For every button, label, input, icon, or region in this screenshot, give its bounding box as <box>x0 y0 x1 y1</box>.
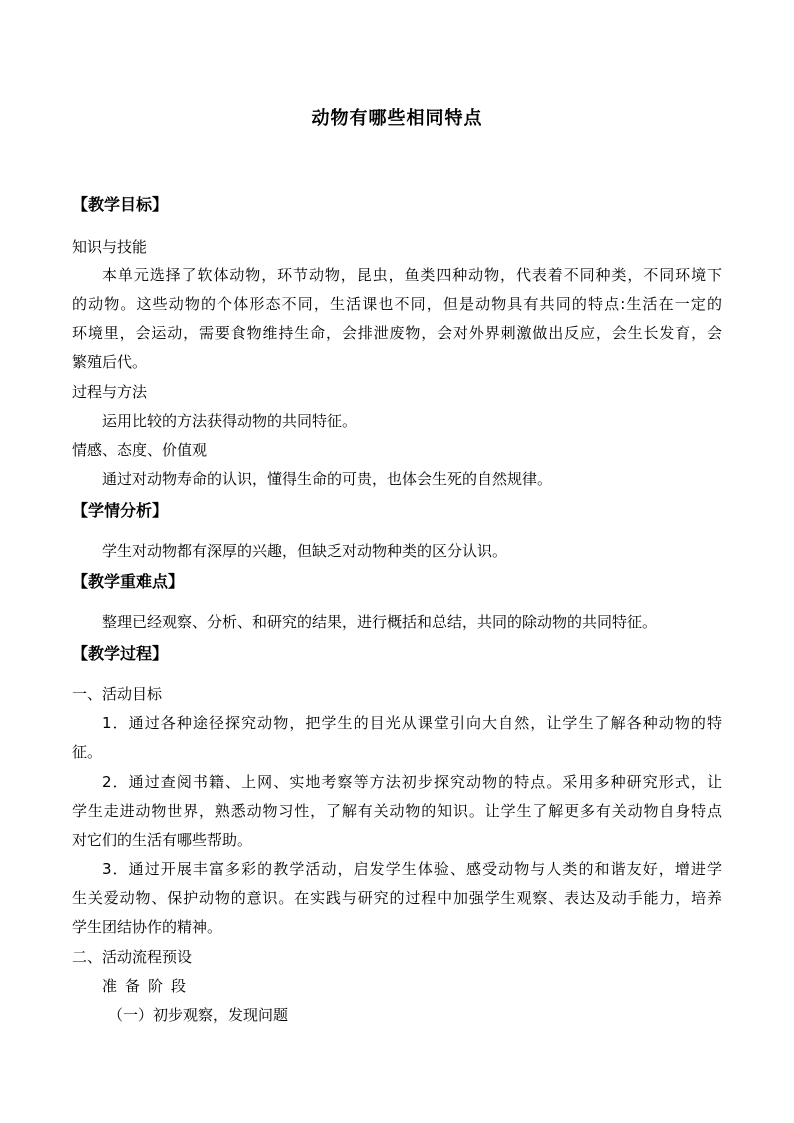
stage-label: 准备阶段 <box>102 977 195 995</box>
goal-item-line: 学生走进动物世界，熟悉动物习性，了解有关动物的知识。让学生了解更多有关动物自身特点 <box>72 802 722 820</box>
goal-item-line: 征。 <box>72 743 103 761</box>
heading-teaching-goals: 【教学目标】 <box>72 195 169 214</box>
key-points-line: 整理已经观察、分析、和研究的结果，进行概括和总结，共同的除动物的共同特征。 <box>102 613 658 631</box>
method-label: 过程与方法 <box>72 383 148 401</box>
goal-item-line: 学生团结协作的精神。 <box>72 918 223 936</box>
subsection-label: （一）初步观察，发现问题 <box>108 1006 289 1024</box>
method-line: 运用比较的方法获得动物的共同特征。 <box>102 412 358 430</box>
knowledge-line: 繁殖后代。 <box>72 353 148 371</box>
page-title: 动物有哪些相同特点 <box>311 108 483 129</box>
goal-item-line: 3．通过开展丰富多彩的教学活动，启发学生体验、感受动物与人类的和谐友好，增进学 <box>102 860 722 878</box>
knowledge-line: 环境里，会运动，需要食物维持生命，会排泄废物，会对外界刺激做出反应，会生长发育，会 <box>72 324 722 342</box>
section-process-flow: 二、活动流程预设 <box>72 948 193 966</box>
emotion-label: 情感、态度、价值观 <box>72 441 208 459</box>
goal-item-line: 2．通过查阅书籍、上网、实地考察等方法初步探究动物的特点。采用多种研究形式，让 <box>102 773 722 791</box>
analysis-line: 学生对动物都有深厚的兴趣，但缺乏对动物种类的区分认识。 <box>102 542 508 560</box>
heading-key-points: 【教学重难点】 <box>72 572 185 591</box>
goal-item-line: 生关爱动物、保护动物的意识。在实践与研究的过程中加强学生观察、表达及动手能力，培养 <box>72 889 722 907</box>
heading-student-analysis: 【学情分析】 <box>72 501 169 520</box>
goal-item-line: 1．通过各种途径探究动物，把学生的目光从课堂引向大自然，让学生了解各种动物的特 <box>102 714 722 732</box>
goal-item-line: 对它们的生活有哪些帮助。 <box>72 831 253 849</box>
section-activity-goals: 一、活动目标 <box>72 685 163 703</box>
knowledge-label: 知识与技能 <box>72 238 148 256</box>
knowledge-line: 的动物。这些动物的个体形态不同，生活课也不同，但是动物具有共同的特点:生活在一定的 <box>72 295 722 313</box>
knowledge-line: 本单元选择了软体动物，环节动物，昆虫，鱼类四种动物，代表着不同种类，不同环境下 <box>102 266 722 284</box>
heading-teaching-process: 【教学过程】 <box>72 644 169 663</box>
emotion-line: 通过对动物寿命的认识，懂得生命的可贵，也体会生死的自然规律。 <box>102 470 553 488</box>
